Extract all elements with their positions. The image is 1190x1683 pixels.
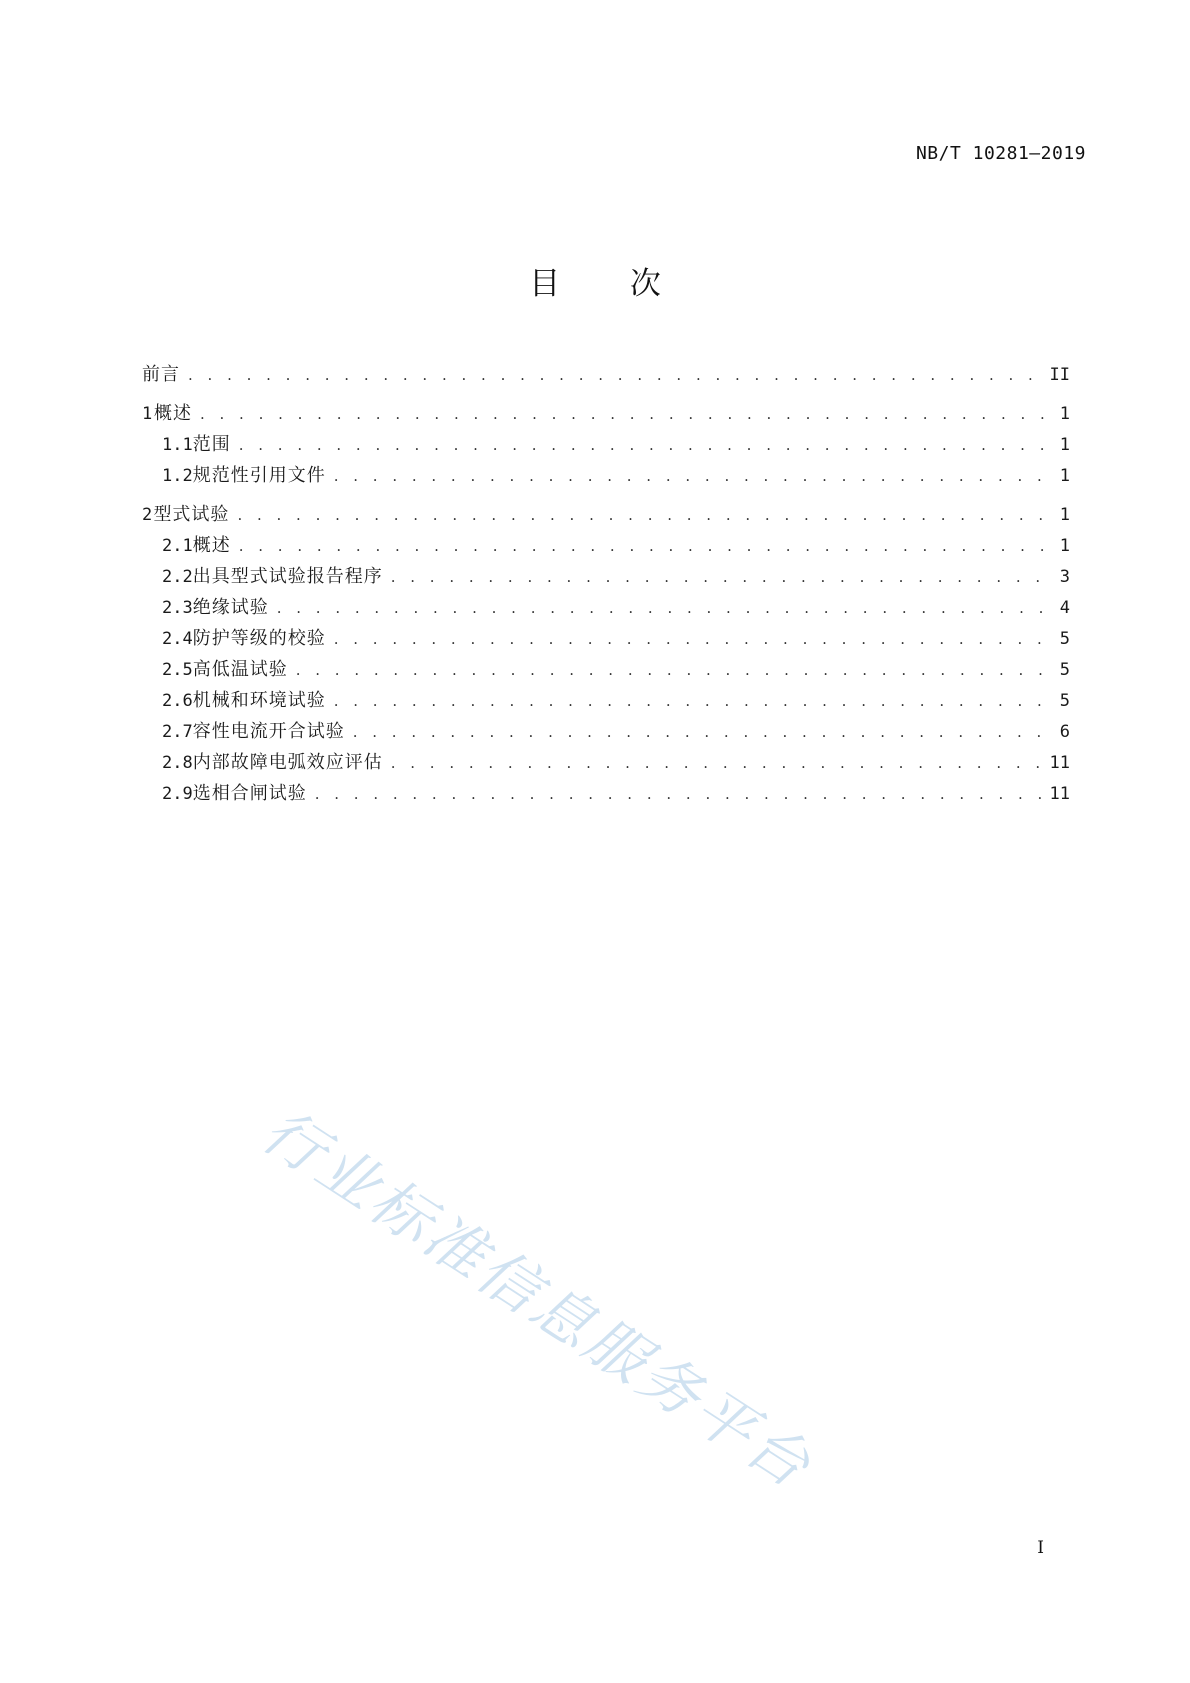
toc-entry-number: 2.7 [162,722,193,742]
page-number: I [1037,1538,1044,1558]
toc-entry-page: 11 [1049,784,1070,804]
toc-dot-leader [334,686,1044,717]
toc-entry-2-8[interactable] [142,747,1070,778]
toc-entry-page: 4 [1059,598,1070,618]
toc-entry-2-5[interactable] [142,654,1070,685]
toc-entry-page: II [1049,365,1070,385]
toc-dot-leader [334,624,1044,655]
toc-entry-2-4[interactable] [142,623,1070,654]
toc-dot-leader [296,655,1044,686]
toc-dot-leader [353,717,1044,748]
toc-dot-leader [277,593,1044,624]
toc-entry-title: 内部故障电弧效应评估 [192,752,383,773]
toc-entry-page: 1 [1059,466,1070,486]
toc-entry-1-1[interactable] [142,429,1070,460]
toc-entry-1-2[interactable] [142,460,1070,491]
toc-entry-page: 5 [1059,629,1070,649]
toc-entry-page: 3 [1059,567,1070,587]
toc-entry-2-2[interactable] [142,561,1070,592]
toc-entry-title: 概述 [153,403,192,424]
toc-entry-title: 高低温试验 [192,659,288,680]
toc-dot-leader [200,399,1044,430]
toc-entry-number: 1 [142,404,153,424]
toc-entry-title: 容性电流开合试验 [192,721,345,742]
toc-entry-page: 1 [1059,536,1070,556]
toc-dot-leader [239,430,1044,461]
toc-entry-page: 1 [1059,404,1070,424]
toc-entry-page: 11 [1049,753,1070,773]
toc-entry-number: 2 [142,505,153,525]
toc-entry-title: 机械和环境试验 [192,690,326,711]
toc-entry-2-1[interactable] [142,530,1070,561]
toc-dot-leader [237,500,1044,531]
toc-dot-leader [188,360,1042,391]
toc-entry-number: 1.1 [162,435,193,455]
toc-entry-page: 1 [1059,435,1070,455]
toc-dot-leader [239,531,1044,562]
toc-entry-title: 范围 [192,434,231,455]
toc-entry-title: 防护等级的校验 [192,628,326,649]
toc-entry-number: 2.5 [162,660,193,680]
toc-entry-title: 选相合闸试验 [192,783,307,804]
toc-entry-number: 2.8 [162,753,193,773]
toc-entry-number: 1.2 [162,466,193,486]
toc-entry-foreword[interactable] [142,359,1070,390]
toc-dot-leader [391,562,1044,593]
toc-entry-page: 6 [1059,722,1070,742]
toc-entry-number: 2.3 [162,598,193,618]
toc-entry-1[interactable] [142,398,1070,429]
standard-number: NB/T 10281—2019 [915,143,1086,164]
toc-entry-title: 前言 [142,364,180,385]
toc-entry-page: 5 [1059,660,1070,680]
toc-entry-2-9[interactable] [142,778,1070,809]
toc-dot-leader [334,461,1044,492]
toc-dot-leader [391,748,1042,779]
toc-entry-title: 型式试验 [153,504,230,525]
toc-entry-2-6[interactable] [142,685,1070,716]
watermark: 行业标准信息服务平台 [249,1095,825,1504]
toc-entry-page: 1 [1059,505,1070,525]
toc-entry-title: 概述 [192,535,231,556]
toc-entry-title: 出具型式试验报告程序 [192,566,383,587]
page-title: 目 次 [529,266,691,302]
toc-entry-number: 2.9 [162,784,193,804]
toc-entry-page: 5 [1059,691,1070,711]
toc-entry-2[interactable] [142,499,1070,530]
toc-entry-number: 2.1 [162,536,193,556]
table-of-contents [142,359,1070,809]
toc-entry-title: 规范性引用文件 [192,465,326,486]
toc-entry-2-7[interactable] [142,716,1070,747]
toc-entry-number: 2.4 [162,629,193,649]
toc-entry-title: 绝缘试验 [192,597,269,618]
toc-dot-leader [315,779,1042,810]
toc-entry-number: 2.2 [162,567,193,587]
toc-entry-2-3[interactable] [142,592,1070,623]
toc-entry-number: 2.6 [162,691,193,711]
